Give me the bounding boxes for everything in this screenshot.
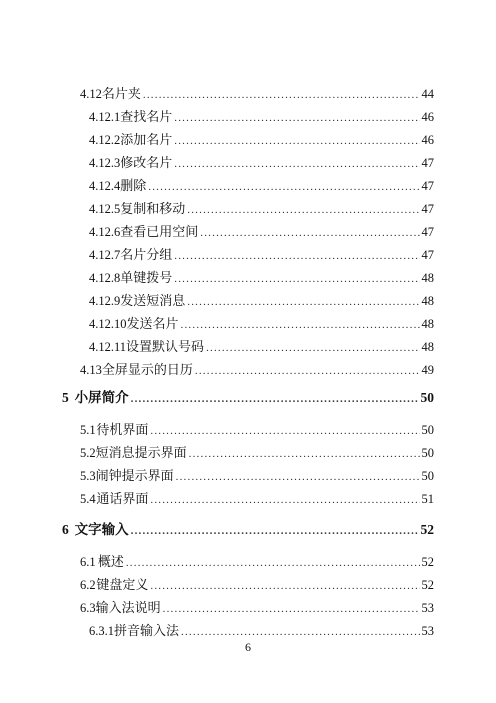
toc-entry-number: 4.12.9 — [89, 294, 121, 308]
toc-entry-title: 概述 — [97, 554, 124, 569]
toc-entry[interactable] — [89, 153, 434, 173]
page-number: 6 — [245, 640, 251, 654]
dot-leader — [174, 246, 419, 266]
toc-entry-number: 6.1 — [80, 555, 96, 569]
toc-entry[interactable] — [89, 176, 434, 196]
toc-entry-page: 50 — [421, 469, 434, 483]
toc-entry-number: 4.12.11 — [89, 340, 127, 354]
dot-leader — [181, 622, 419, 642]
dot-leader — [200, 223, 419, 243]
toc-entry-page: 47 — [421, 202, 434, 216]
toc-entry-page: 48 — [421, 340, 434, 354]
toc-entry-number: 5.4 — [80, 492, 96, 506]
toc-entry[interactable] — [89, 337, 434, 357]
toc-entry-number: 6.2 — [80, 578, 96, 592]
toc-entry-number: 4.13 — [80, 363, 102, 377]
toc-entry-page: 51 — [421, 492, 434, 506]
toc-entry-title: 待机界面 — [96, 422, 149, 437]
dot-leader — [174, 131, 419, 151]
toc-entry[interactable] — [89, 291, 434, 311]
toc-entry-title: 通话界面 — [96, 491, 149, 506]
toc-entry-title: 发送短消息 — [120, 293, 186, 308]
toc-entry-title: 文字输入 — [74, 522, 129, 537]
toc-entry-page: 53 — [421, 601, 434, 615]
toc-entry-title: 查找名片 — [120, 109, 173, 124]
toc-entry-page: 48 — [421, 294, 434, 308]
toc-entry-title: 添加名片 — [120, 132, 173, 147]
toc-entry-number: 5.2 — [80, 446, 96, 460]
dot-leader — [189, 444, 420, 464]
toc-entry-page: 44 — [421, 87, 434, 101]
dot-leader — [150, 576, 419, 596]
dot-leader — [150, 490, 419, 510]
toc-entry[interactable] — [80, 575, 434, 595]
toc-entry-number: 6.3 — [80, 601, 96, 615]
toc-entry-number: 6 — [62, 522, 69, 537]
dot-leader — [143, 85, 420, 105]
toc-entry[interactable] — [80, 552, 434, 572]
toc-entry-title: 单键拨号 — [120, 270, 173, 285]
toc-entry[interactable] — [80, 84, 434, 104]
toc-entry[interactable] — [80, 489, 434, 509]
toc-entry-page: 50 — [421, 446, 434, 460]
toc-entry-number: 6.3.1 — [89, 624, 114, 638]
dot-leader — [195, 361, 420, 381]
toc-entry-title: 名片分组 — [120, 247, 173, 262]
toc-entry[interactable] — [89, 245, 434, 265]
toc-entry-page: 46 — [421, 110, 434, 124]
toc-entry-page: 50 — [421, 423, 434, 437]
toc-entry-number: 4.12.10 — [89, 317, 127, 331]
toc-entry-page: 48 — [421, 271, 434, 285]
dot-leader — [126, 553, 420, 573]
toc-entry-number: 4.12.5 — [89, 202, 121, 216]
dot-leader — [174, 154, 419, 174]
toc-entry-title: 设置默认号码 — [126, 339, 205, 354]
dot-leader — [176, 467, 420, 487]
toc-entry-title: 删除 — [120, 178, 147, 193]
toc-entry-number: 4.12 — [80, 87, 102, 101]
toc-entry-number: 4.12.4 — [89, 179, 121, 193]
toc-entry-number: 5.1 — [80, 423, 96, 437]
toc-entry[interactable] — [89, 268, 434, 288]
toc-entry-title: 查看已用空间 — [120, 224, 199, 239]
toc-entry[interactable] — [89, 107, 434, 127]
toc-entry[interactable] — [80, 420, 434, 440]
toc-entry-title: 发送名片 — [126, 316, 179, 331]
toc-entry-page: 49 — [421, 363, 434, 377]
toc-entry-title: 修改名片 — [120, 155, 173, 170]
dot-leader — [206, 338, 419, 358]
toc-entry-title: 小屏简介 — [74, 390, 129, 405]
toc-entry[interactable] — [89, 621, 434, 641]
toc-entry-title: 短消息提示界面 — [95, 445, 187, 460]
toc-entry-page: 53 — [421, 624, 434, 638]
toc-chapter-entry[interactable] — [62, 388, 434, 408]
toc-entry-page: 47 — [421, 225, 434, 239]
toc-entry-page: 48 — [421, 317, 434, 331]
toc-entry[interactable] — [89, 130, 434, 150]
toc-entry-number: 4.12.8 — [89, 271, 121, 285]
toc-entry-number: 4.12.7 — [89, 248, 121, 262]
toc-entry-page: 47 — [421, 248, 434, 262]
toc-entry-title: 复制和移动 — [120, 201, 186, 216]
toc-entry-page: 52 — [420, 522, 434, 537]
toc-entry-title: 名片夹 — [101, 86, 141, 101]
toc-entry[interactable] — [89, 314, 434, 334]
toc-entry-page: 52 — [421, 578, 434, 592]
toc-entry[interactable] — [80, 598, 434, 618]
toc-entry-number: 4.12.1 — [89, 110, 121, 124]
toc-entry-title: 闹钟提示界面 — [95, 468, 174, 483]
toc-entry-page: 47 — [421, 156, 434, 170]
toc-entry-page: 50 — [420, 390, 434, 405]
toc-entry-number: 4.12.6 — [89, 225, 121, 239]
dot-leader — [131, 521, 419, 541]
dot-leader — [150, 421, 419, 441]
toc-chapter-entry[interactable] — [62, 520, 434, 540]
dot-leader — [174, 108, 419, 128]
toc-entry-number: 4.12.3 — [89, 156, 121, 170]
toc-entry[interactable] — [80, 360, 434, 380]
toc-entry-page: 46 — [421, 133, 434, 147]
toc-entry-title: 输入法说明 — [95, 600, 161, 615]
toc-entry-number: 5 — [62, 390, 69, 405]
dot-leader — [181, 315, 420, 335]
toc-entry-title: 拼音输入法 — [114, 623, 180, 638]
dot-leader — [174, 269, 419, 289]
toc-entry-page: 47 — [421, 179, 434, 193]
dot-leader — [148, 177, 419, 197]
toc-entry-number: 5.3 — [80, 469, 96, 483]
toc-entry[interactable] — [80, 466, 434, 486]
toc-entry-page: 52 — [421, 555, 434, 569]
toc-entry[interactable] — [89, 199, 434, 219]
toc-entry-number: 4.12.2 — [89, 133, 121, 147]
dot-leader — [187, 200, 419, 220]
toc-entry[interactable] — [80, 443, 434, 463]
toc-entry[interactable] — [89, 222, 434, 242]
toc-entry-title: 全屏显示的日历 — [101, 362, 193, 377]
dot-leader — [187, 292, 419, 312]
dot-leader — [163, 599, 420, 619]
toc-entry-title: 键盘定义 — [96, 577, 149, 592]
dot-leader — [131, 389, 419, 409]
